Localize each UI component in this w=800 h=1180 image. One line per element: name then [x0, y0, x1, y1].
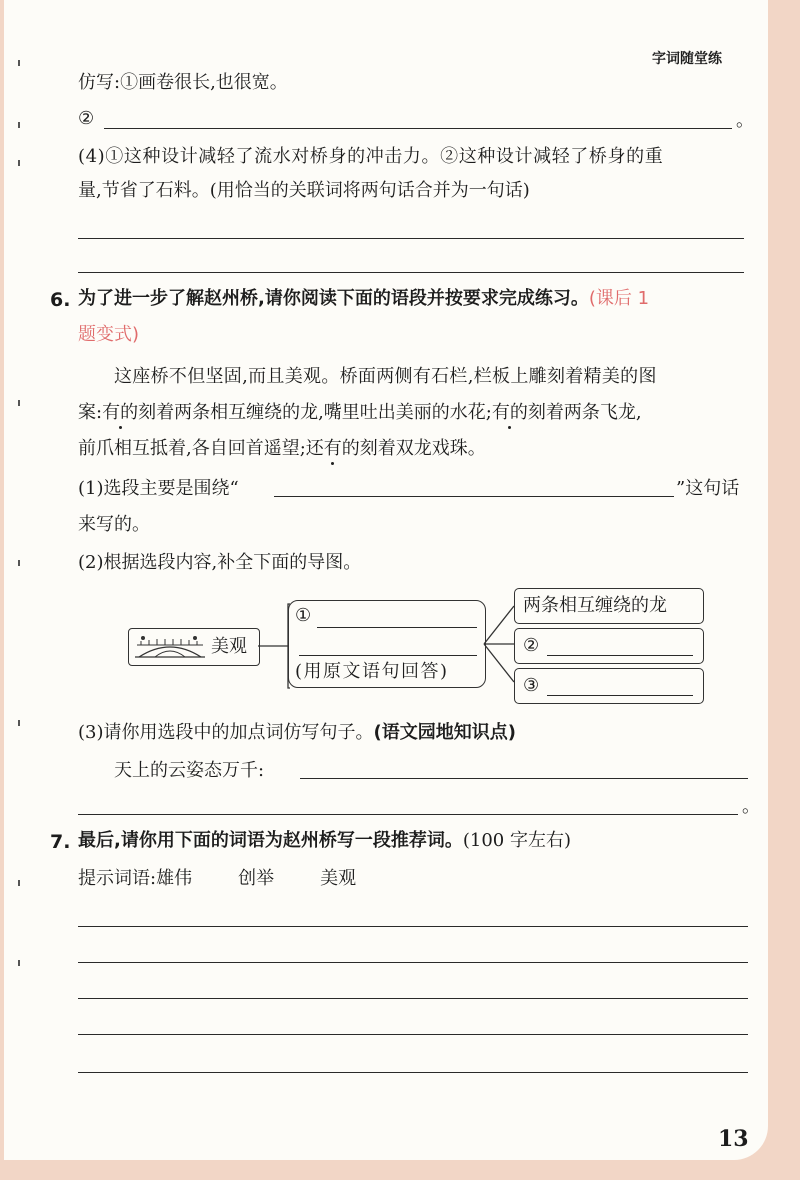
q6-sub3-end: 。: [742, 796, 760, 817]
q7-prompt: 最后,请你用下面的词语为赵州桥写一段推荐词。: [78, 830, 463, 851]
passage-line1: 这座桥不但坚固,而且美观。桥面两侧有石栏,栏板上雕刻着精美的图: [114, 366, 657, 387]
map-branch-3-answer-line[interactable]: [547, 695, 693, 696]
q7-answer-line[interactable]: [78, 926, 748, 927]
map-branch-2: [514, 628, 704, 664]
imitation-end: 。: [736, 110, 754, 131]
q6-sub1-prompt: (1)选段主要是围绕“: [78, 478, 239, 499]
margin-tick: [18, 160, 20, 166]
q7-words-label: 提示词语:: [78, 868, 157, 889]
q6-prompt: 为了进一步了解赵州桥,请你阅读下面的语段并按要求完成练习。: [78, 288, 589, 309]
map-center-hint: (用原文语句回答): [295, 661, 449, 682]
passage-line3: 前爪相互抵着,各自回首遥望;还有的刻着双龙戏珠。: [78, 438, 486, 459]
map-branch-1-label: 两条相互缠绕的龙: [523, 595, 667, 616]
q7-word: 美观: [320, 868, 357, 889]
map-center-marker: ①: [295, 605, 312, 626]
q6-source-tag-cont: 题变式): [78, 324, 140, 345]
q7-hint: (100 字左右): [462, 830, 571, 851]
map-root-node: [128, 628, 260, 666]
margin-tick: [18, 122, 20, 128]
q4-answer-line[interactable]: [78, 272, 744, 273]
q6-sub3-sentence: 天上的云姿态万千:: [114, 760, 265, 781]
q6-sub3-tag: (语文园地知识点): [373, 722, 516, 743]
q7-answer-line[interactable]: [78, 1072, 748, 1073]
imitation-example: 仿写:①画卷很长,也很宽。: [78, 72, 288, 93]
q4-answer-line[interactable]: [78, 238, 744, 239]
margin-tick: [18, 960, 20, 966]
q6-sub3-answer-line[interactable]: [78, 814, 738, 815]
map-branch-3: [514, 668, 704, 704]
margin-tick: [18, 60, 20, 66]
q7-number: 7.: [50, 831, 71, 853]
margin-tick: [18, 720, 20, 726]
q7-answer-line[interactable]: [78, 998, 748, 999]
margin-tick: [18, 880, 20, 886]
map-branch-2-answer-line[interactable]: [547, 655, 693, 656]
q4-line1: (4)①这种设计减轻了流水对桥身的冲击力。②这种设计减轻了桥身的重: [78, 146, 664, 167]
map-branch-3-marker: ③: [523, 675, 540, 696]
q6-source-tag: (课后 1: [588, 288, 650, 309]
q7-word: 创举: [238, 868, 275, 889]
map-center-answer-line[interactable]: [299, 655, 477, 656]
page-number: 13: [718, 1126, 749, 1152]
q6-number: 6.: [50, 289, 71, 311]
map-root-label: 美观: [211, 636, 247, 657]
q7-word: 雄伟: [156, 868, 193, 889]
margin-tick: [18, 560, 20, 566]
q6-sub1-answer-line[interactable]: [274, 496, 674, 497]
q6-sub2-prompt: (2)根据选段内容,补全下面的导图。: [78, 552, 362, 573]
imitation-item2-marker: ②: [78, 108, 95, 129]
bridge-icon: [133, 633, 207, 661]
q7-words-row: [78, 868, 356, 890]
section-header: 字词随堂练: [652, 51, 722, 67]
map-center-node: [288, 600, 486, 688]
q7-answer-line[interactable]: [78, 1034, 748, 1035]
q6-sub1-line2: 来写的。: [78, 514, 150, 535]
q6-sub3-answer-line[interactable]: [300, 778, 748, 779]
map-branch-2-marker: ②: [523, 635, 540, 656]
dotted-word: 有的: [491, 402, 528, 423]
passage-line2: 案:有的刻着两条相互缠绕的龙,嘴里吐出美丽的水花;有的刻着两条飞龙,: [78, 402, 642, 423]
dotted-word: 有的: [102, 402, 139, 423]
margin-tick: [18, 400, 20, 406]
q7-answer-line[interactable]: [78, 962, 748, 963]
q4-line2: 量,节省了石料。(用恰当的关联词将两句话合并为一句话): [78, 180, 530, 201]
workbook-page: [4, 0, 768, 1160]
map-branch-1: [514, 588, 704, 624]
imitation-answer-line[interactable]: [104, 128, 732, 129]
q6-sub3-prompt: (3)请你用选段中的加点词仿写句子。(语文园地知识点): [78, 722, 516, 743]
map-center-answer-line[interactable]: [317, 627, 477, 628]
dotted-word: 还有的: [305, 438, 360, 459]
q6-sub1-suffix: ”这句话: [676, 478, 740, 499]
